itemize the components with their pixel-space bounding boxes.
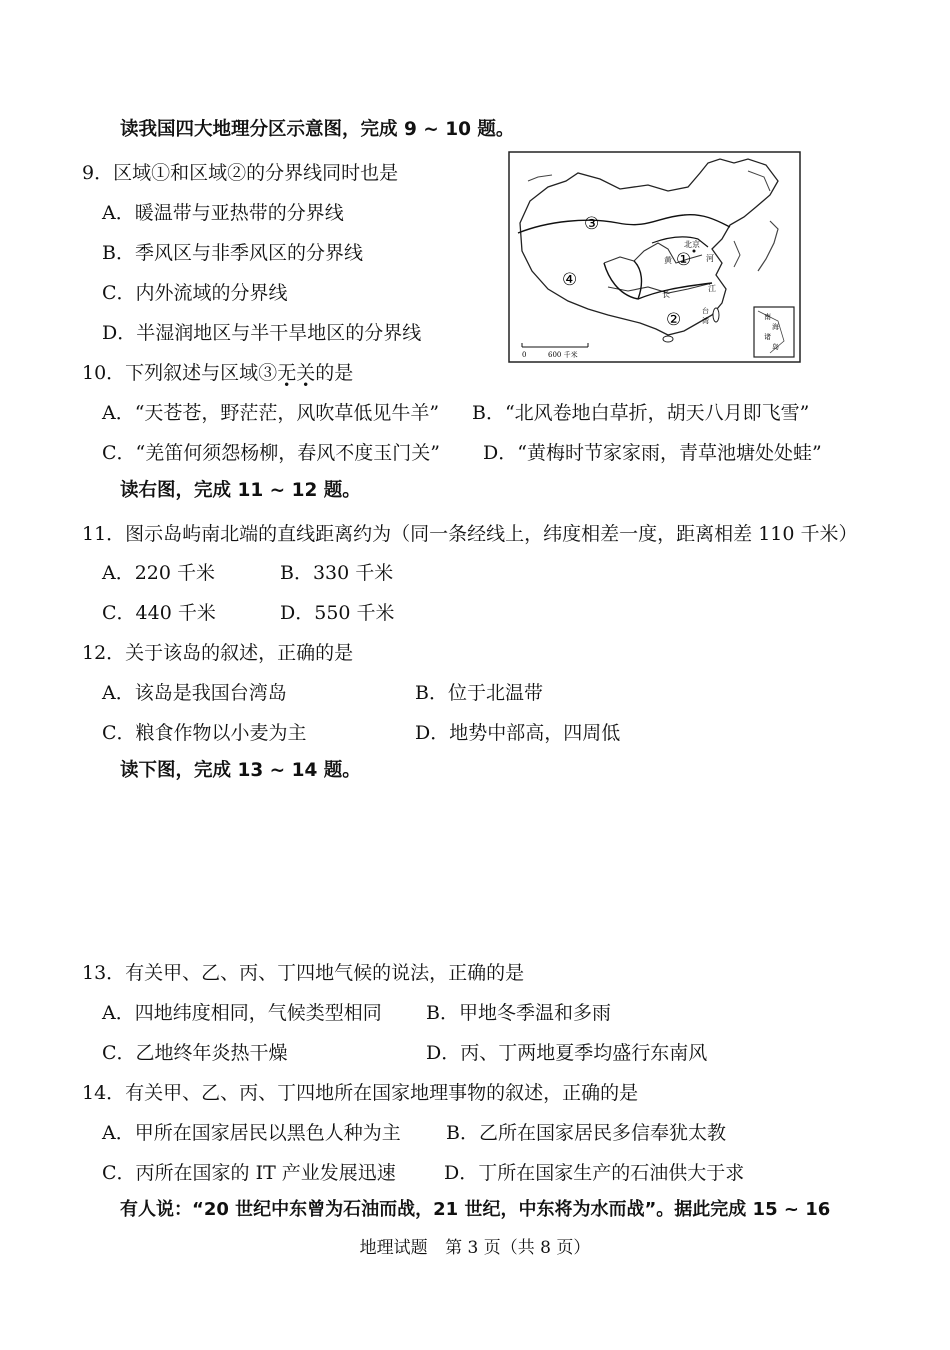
nanhai-label-3: 诸 bbox=[764, 333, 771, 341]
section-intro-9-10: 读我国四大地理分区示意图，完成 9 ~ 10 题。 bbox=[120, 119, 515, 140]
q12-option-b: B．位于北温带 bbox=[415, 682, 543, 704]
q10-option-b: B．“北风卷地白草折，胡天八月即飞雪” bbox=[472, 402, 810, 424]
footer-page-number: 第 3 页（共 8 页） bbox=[445, 1238, 591, 1258]
q10-option-d: D．“黄梅时节家家雨，青草池塘处处蛙” bbox=[483, 442, 822, 464]
chang-label: 长 bbox=[662, 290, 670, 299]
section-intro-11-12: 读右图，完成 11 ~ 12 题。 bbox=[120, 480, 361, 501]
q14-option-c: C．丙所在国家的 IT 产业发展迅速 bbox=[102, 1162, 396, 1184]
taiwan-label-1: 台 bbox=[702, 307, 709, 315]
q11-option-c: C．440 千米 bbox=[102, 602, 216, 624]
q13-option-d: D．丙、丁两地夏季均盛行东南风 bbox=[426, 1042, 708, 1064]
he-label: 河 bbox=[706, 254, 714, 263]
q9-option-a: A．暖温带与亚热带的分界线 bbox=[102, 202, 344, 224]
q11-option-b: B．330 千米 bbox=[280, 562, 394, 584]
region-4-label: ④ bbox=[562, 270, 578, 290]
q13-option-a: A．四地纬度相同，气候类型相同 bbox=[102, 1002, 382, 1024]
q12-option-c: C．粮食作物以小麦为主 bbox=[102, 722, 307, 744]
region-3-label: ③ bbox=[584, 214, 600, 234]
taiwan-label-2: 湾 bbox=[702, 317, 709, 325]
q14-option-b: B．乙所在国家居民多信奉犹太教 bbox=[446, 1122, 726, 1144]
page-footer bbox=[0, 1237, 950, 1259]
region-1-label: ① bbox=[676, 250, 692, 270]
q13-stem: 13．有关甲、乙、丙、丁四地气候的说法，正确的是 bbox=[82, 962, 525, 984]
section-intro-13-14: 读下图，完成 13 ~ 14 题。 bbox=[120, 760, 361, 781]
q9-option-d: D．半湿润地区与半干旱地区的分界线 bbox=[102, 322, 422, 344]
q11-option-a: A．220 千米 bbox=[102, 562, 216, 584]
q10-stem-pre: 10．下列叙述与区域③ bbox=[82, 362, 278, 384]
q14-stem: 14．有关甲、乙、丙、丁四地所在国家地理事物的叙述，正确的是 bbox=[82, 1082, 639, 1104]
q10-option-a: A．“天苍苍，野茫茫，风吹草低见牛羊” bbox=[102, 402, 440, 424]
jiang-label: 江 bbox=[708, 284, 716, 293]
q9-stem: 9．区域①和区域②的分界线同时也是 bbox=[82, 162, 399, 184]
q10-stem-emphasis-1: 无 bbox=[277, 362, 297, 384]
q10-option-c: C．“羌笛何须怨杨柳，春风不度玉门关” bbox=[102, 442, 440, 464]
hainan-island bbox=[663, 336, 673, 342]
huang-label: 黄 bbox=[664, 256, 672, 265]
q14-option-d: D．丁所在国家生产的石油供大于求 bbox=[444, 1162, 745, 1184]
q14-option-a: A．甲所在国家居民以黑色人种为主 bbox=[102, 1122, 401, 1144]
q13-option-c: C．乙地终年炎热干燥 bbox=[102, 1042, 288, 1064]
q13-option-b: B．甲地冬季温和多雨 bbox=[426, 1002, 611, 1024]
section-intro-15-16: 有人说：“20 世纪中东曾为石油而战，21 世纪，中东将为水而战”。据此完成 15 ~ 16 bbox=[120, 1199, 831, 1220]
q12-option-d: D．地势中部高，四周低 bbox=[415, 722, 621, 744]
nanhai-label-4: 岛 bbox=[772, 343, 779, 351]
beijing-dot bbox=[693, 250, 696, 253]
beijing-label: 北京 bbox=[684, 240, 700, 249]
q9-option-b: B．季风区与非季风区的分界线 bbox=[102, 242, 363, 264]
q9-option-c: C．内外流域的分界线 bbox=[102, 282, 288, 304]
q10-stem-emphasis-2: 关 bbox=[296, 362, 316, 384]
nanhai-label-2: 海 bbox=[772, 323, 779, 331]
footer-subject: 地理试题 bbox=[359, 1238, 428, 1258]
taiwan-island bbox=[713, 308, 719, 322]
q11-option-d: D．550 千米 bbox=[280, 602, 395, 624]
q12-stem: 12．关于该岛的叙述，正确的是 bbox=[82, 642, 354, 664]
nanhai-label-1: 南 bbox=[764, 313, 771, 321]
q11-stem: 11．图示岛屿南北端的直线距离约为（同一条经线上，纬度相差一度，距离相差 110 千米） bbox=[82, 523, 858, 545]
q10-stem bbox=[82, 361, 353, 385]
q10-stem-post: 的是 bbox=[315, 362, 354, 384]
q12-option-a: A．该岛是我国台湾岛 bbox=[102, 682, 287, 704]
china-regions-map bbox=[508, 151, 801, 363]
scale-zero: 0 bbox=[522, 351, 527, 359]
scale-label: 600 千米 bbox=[548, 351, 578, 359]
region-2-label: ② bbox=[666, 310, 682, 330]
